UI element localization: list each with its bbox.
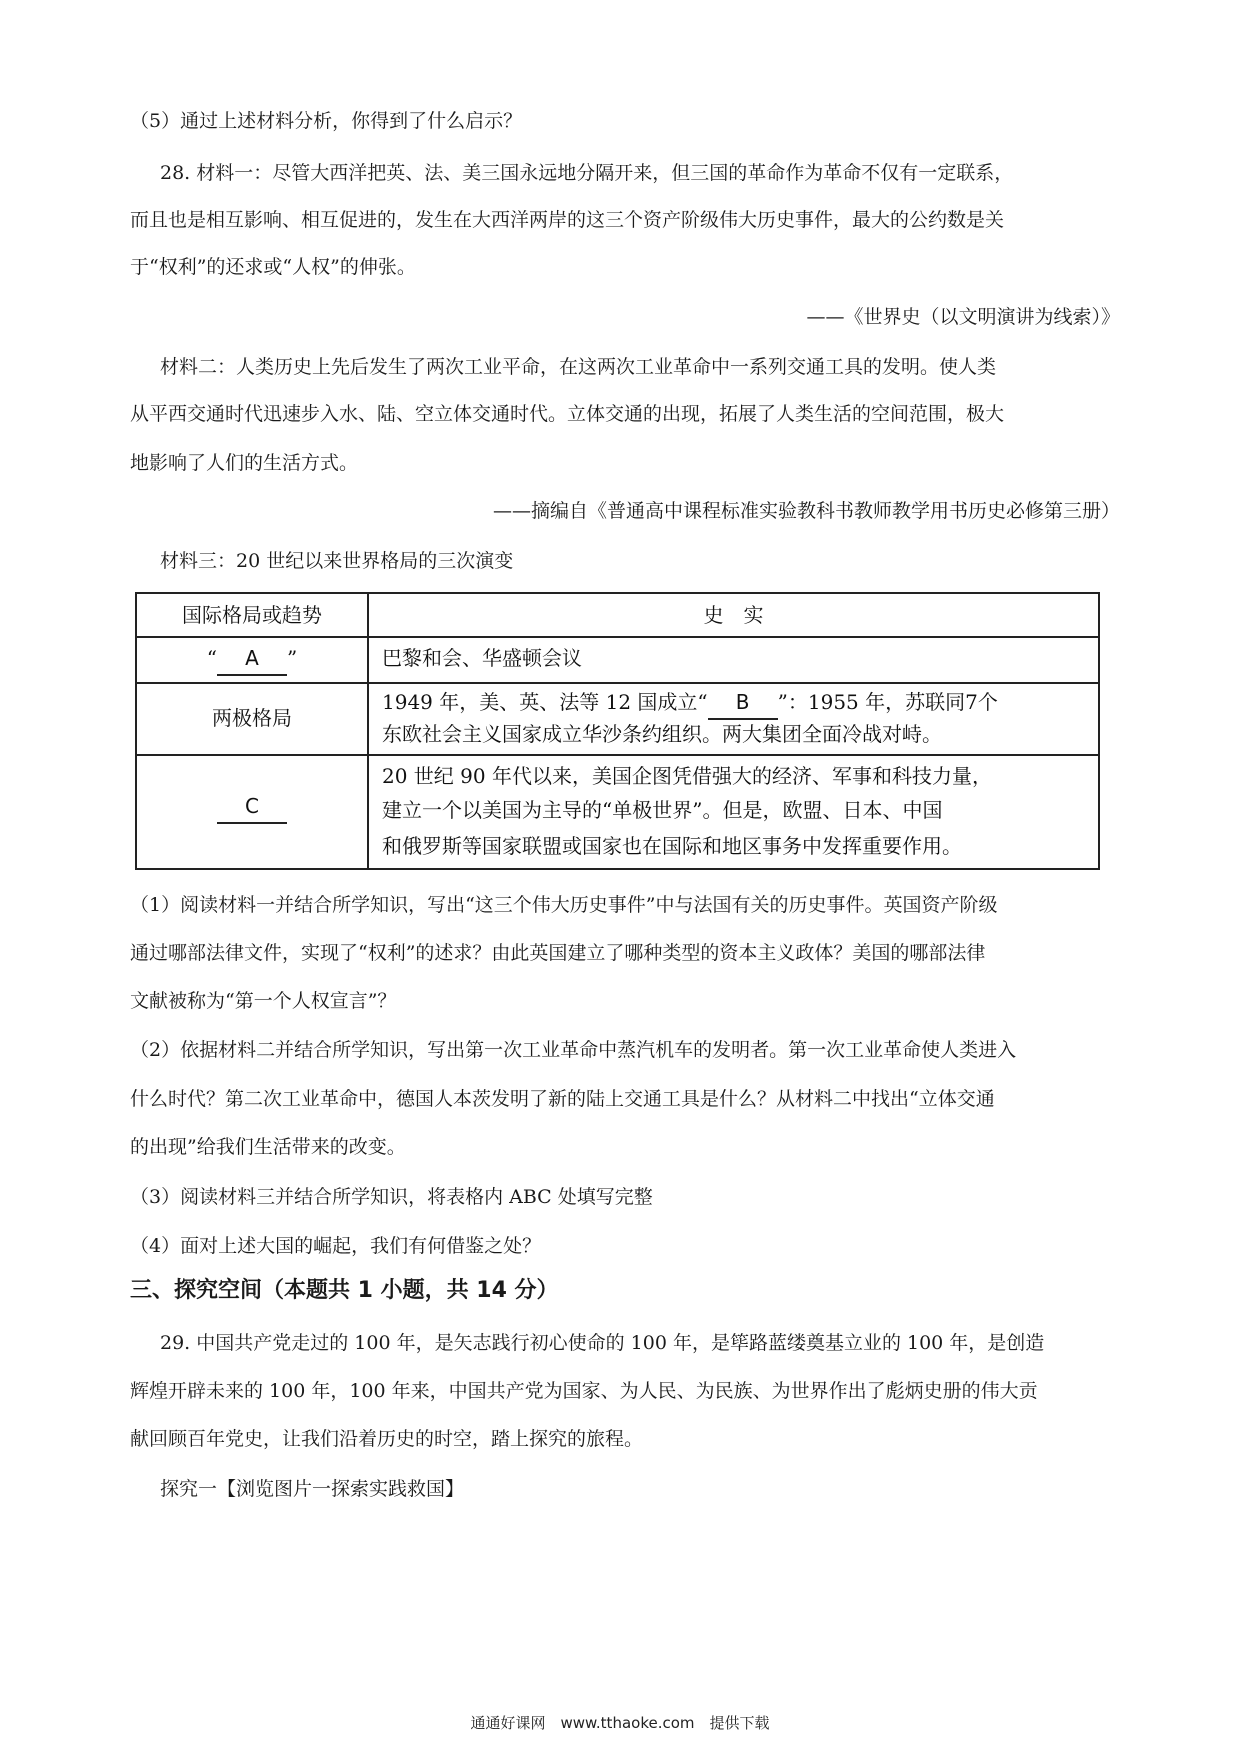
table-row-3-pattern [137, 790, 367, 824]
question-2-line-2: 什么时代？第二次工业革命中，德国人本茨发明了新的陆上交通工具是什么？从材料二中找出“立体交通 [130, 1088, 995, 1110]
table-row-3-fact-line-3: 和俄罗斯等国家联盟或国家也在国际和地区事务中发挥重要作用。 [382, 834, 962, 858]
blank-b: B [708, 686, 778, 720]
blank-c: C [217, 790, 287, 824]
table-row-2-fact-line-1 [382, 686, 998, 720]
question-29-line-3: 献回顾百年党史，让我们沿着历史的时空，踏上探究的旅程。 [130, 1428, 644, 1450]
question-1-line-3: 文献被称为“第一个人权宣言”？ [130, 990, 397, 1012]
material-2-line-3: 地影响了人们的生活方式。 [130, 452, 359, 474]
material-2-source: ——摘编自《普通高中课程标准实验教科书教师教学用书历史必修第三册） [492, 500, 1120, 522]
open-quote: “ [206, 646, 217, 670]
table-row-2-pattern: 两极格局 [212, 706, 292, 730]
material-1-line-1: 28. 材料一：尽管大西洋把英、法、美三国永远地分隔开来，但三国的革命作为革命不仅有一定联系， [160, 162, 1014, 184]
blank-a: A [217, 642, 287, 676]
world-pattern-table [135, 592, 1100, 870]
fact-text: ”：1955 年，苏联同7个 [777, 690, 998, 714]
material-3-title: 材料三：20 世纪以来世界格局的三次演变 [160, 550, 514, 572]
question-29-line-2: 辉煌开辟未来的 100 年，100 年来，中国共产党为国家、为人民、为民族、为世界作出了彪炳史册的伟大贡 [130, 1380, 1038, 1402]
question-29-line-1: 29. 中国共产党走过的 100 年，是矢志践行初心使命的 100 年，是筚路蓝缕奠基立业的 100 年，是创造 [160, 1332, 1045, 1354]
material-2-line-2: 从平西交通时代迅速步入水、陆、空立体交通时代。立体交通的出现，拓展了人类生活的空间范围，极大 [130, 403, 1005, 425]
material-2-line-1: 材料二：人类历史上先后发生了两次工业平命，在这两次工业革命中一系列交通工具的发明。使人类 [160, 356, 997, 378]
question-4: （4）面对上述大国的崛起，我们有何借鉴之处？ [130, 1235, 542, 1257]
table-divider-row-2 [137, 682, 1098, 684]
fact-text: 1949 年，美、英、法等 12 国成立“ [382, 690, 708, 714]
table-divider-row-3 [137, 754, 1098, 756]
question-1-line-1: （1）阅读材料一并结合所学知识，写出“这三个伟大历史事件”中与法国有关的历史事件。英国资产阶级 [130, 894, 998, 916]
table-row-3-fact-line-2: 建立一个以美国为主导的“单极世界”。但是，欧盟、日本、中国 [382, 798, 943, 822]
material-1-source: ——《世界史（以文明演讲为线索）》 [806, 306, 1120, 328]
question-3: （3）阅读材料三并结合所学知识，将表格内 ABC 处填写完整 [130, 1186, 653, 1208]
question-27-5: （5）通过上述材料分析，你得到了什么启示？ [130, 110, 523, 132]
inquiry-1-title: 探究一【浏览图片一探索实践救国】 [160, 1478, 465, 1500]
table-row-1-fact: 巴黎和会、华盛顿会议 [382, 646, 582, 670]
close-quote: ” [287, 646, 298, 670]
footer-source: 通通好课网 www.tthaoke.com 提供下载 [470, 1714, 770, 1732]
question-1-line-2: 通过哪部法律文件，实现了“权利”的述求？由此英国建立了哪种类型的资本主义政体？美国的哪部法律 [130, 942, 986, 964]
material-1-line-3: 于“权利”的还求或“人权”的伸张。 [130, 256, 416, 278]
question-2-line-3: 的出现”给我们生活带来的改变。 [130, 1136, 406, 1158]
question-2-line-1: （2）依据材料二并结合所学知识，写出第一次工业革命中蒸汽机车的发明者。第一次工业革命使人类进入 [130, 1039, 1017, 1061]
table-row-3-fact-line-1: 20 世纪 90 年代以来，美国企图凭借强大的经济、军事和科技力量， [382, 764, 992, 788]
material-1-line-2: 而且也是相互影响、相互促进的，发生在大西洋两岸的这三个资产阶级伟大历史事件，最大的公约数是关 [130, 209, 1005, 231]
table-row-2-fact-line-2: 东欧社会主义国家成立华沙条约组织。两大集团全面冷战对峙。 [382, 722, 942, 746]
table-row-1-pattern [137, 642, 367, 676]
table-header-pattern: 国际格局或趋势 [182, 603, 322, 627]
table-divider-row-1 [137, 636, 1098, 638]
section-3-heading: 三、探究空间（本题共 1 小题，共 14 分） [130, 1278, 559, 1303]
table-header-facts: 史 实 [703, 603, 764, 627]
